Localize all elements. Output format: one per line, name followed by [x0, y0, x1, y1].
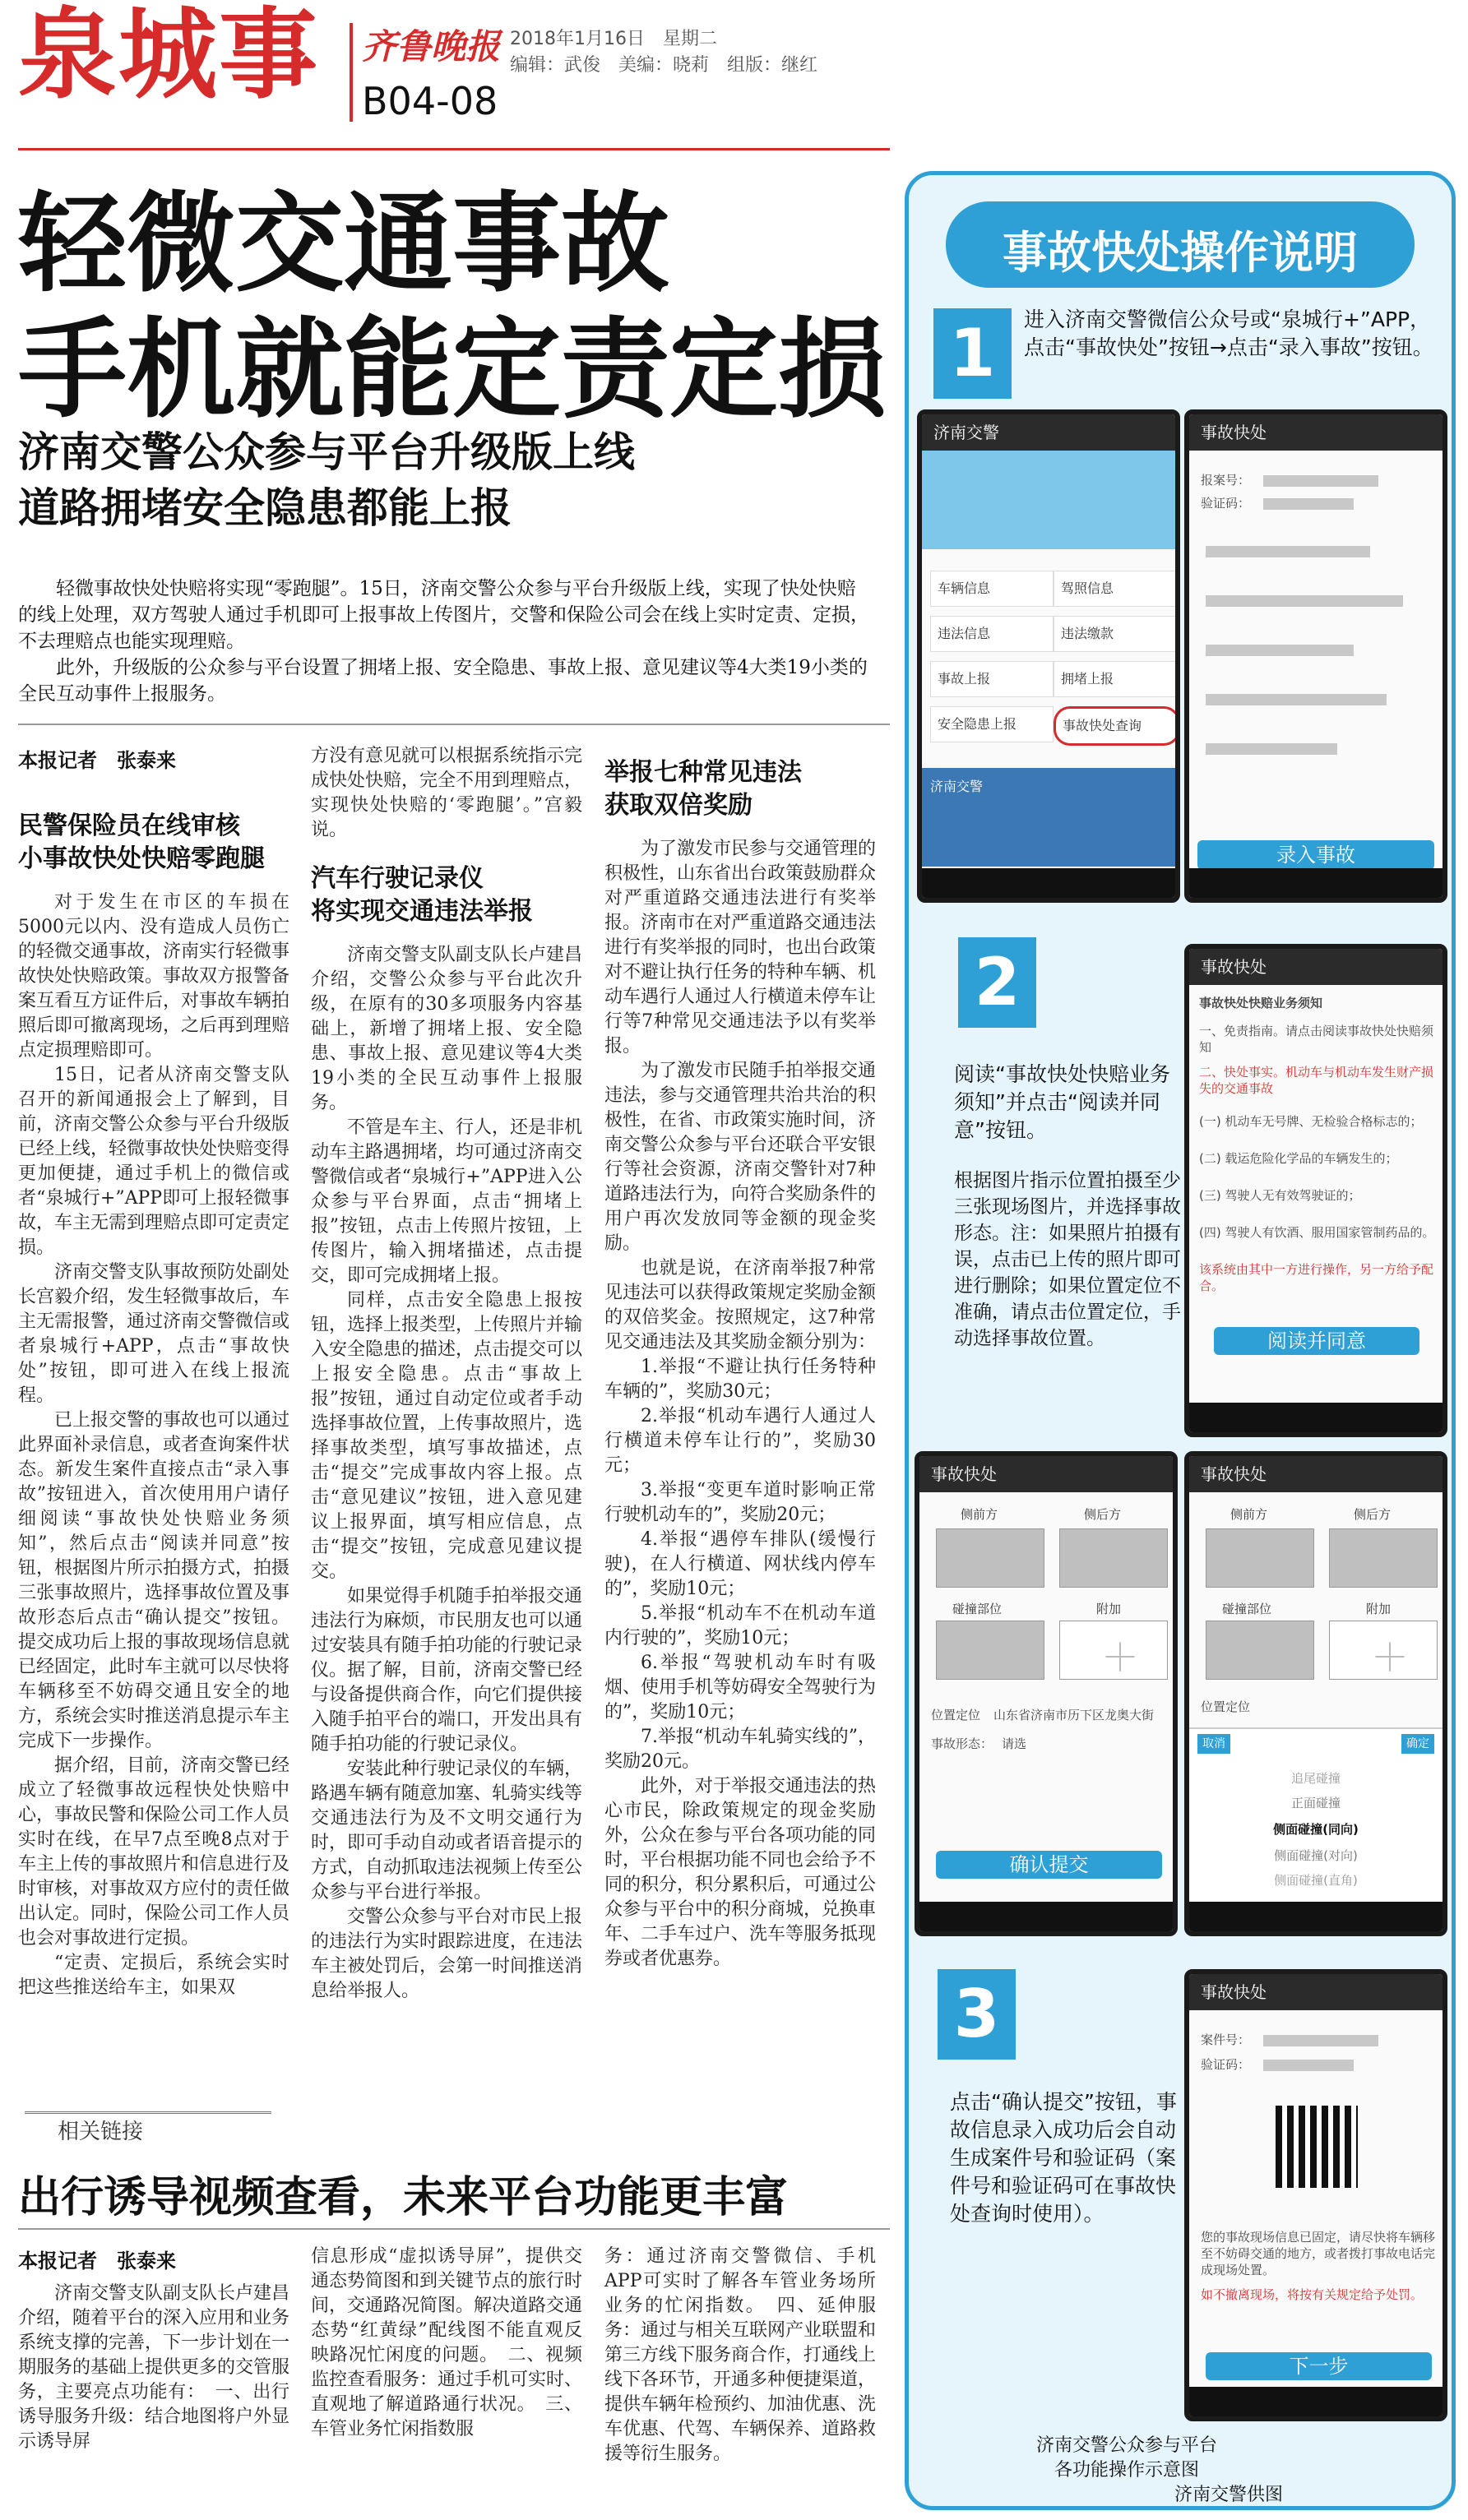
photo-slot[interactable] — [1329, 1528, 1438, 1588]
column-body — [311, 943, 582, 2004]
body-paragraph: 安装此种行驶记录仪的车辆，路遇车辆有随意加塞、轧骑实线等交通违法行为及不文明交通行为时，即可手动自动或者语音提示的方式，自动抓取违法视频上传至公众参与平台进行举报。 — [311, 1759, 583, 1903]
column-heading: 汽车行驶记录仪 — [311, 864, 484, 893]
column-heading: 民警保险员在线审核 — [18, 811, 240, 840]
date-line: 2018年1月16日 星期二 — [510, 29, 717, 49]
picker-confirm-button[interactable]: 确定 — [1401, 1734, 1434, 1754]
section-brand: 泉城事 — [18, 0, 319, 113]
step-number-2: 2 — [958, 937, 1036, 1028]
blurred-value — [1263, 498, 1354, 510]
blurred-value — [1206, 743, 1337, 755]
form-value[interactable]: 请选 — [1002, 1736, 1027, 1751]
read-and-agree-button[interactable]: 阅读并同意 — [1214, 1327, 1419, 1355]
column-heading: 获取双倍奖励 — [604, 791, 753, 820]
masthead-rule — [18, 148, 890, 150]
body-paragraph: 6.举报“驾驶机动车时有吸烟、使用手机等妨碍安全驾驶行为的”，奖励10元； — [604, 1653, 877, 1722]
article-column-1 — [18, 810, 289, 2000]
menu-item[interactable]: 安全隐患上报 — [930, 706, 1054, 742]
photo-label: 碰撞部位 — [952, 1602, 1003, 1616]
step-2-note: 根据图片指示位置拍摄至少三张现场图片，并选择事故形态。注：如果照片拍摄有误，点击已上传的照片即可进行删除；如果位置定位不准确，请点击位置定位，手动选择事故位置。 — [954, 1170, 1181, 1349]
notice-line: (三) 驾驶人无有效驾驶证的； — [1199, 1188, 1361, 1203]
notice-line: (四) 驾驶人有饮酒、服用国家管制药品的。 — [1199, 1225, 1435, 1240]
blurred-value — [1263, 2060, 1354, 2071]
headline-line-2: 手机就能定责定损 — [18, 307, 887, 433]
notice-heading: 事故快处快赔业务须知 — [1199, 996, 1323, 1010]
phone-title: 济南交警 — [922, 414, 1175, 451]
caption-credit: 济南交警供图 — [1174, 2485, 1283, 2505]
plus-icon: ＋ — [1371, 1635, 1409, 1680]
photo-label: 侧前方 — [1230, 1507, 1268, 1522]
lead-rule — [18, 724, 890, 725]
related-label: 相关链接 — [58, 2120, 144, 2144]
byline: 本报记者 张泰来 — [18, 749, 176, 772]
step-3-text: 点击“确认提交”按钮，事故信息录入成功后会自动生成案件号和验证码（案件号和验证码可在事故快处查询时使用）。 — [950, 2090, 1177, 2226]
qr-code-image — [1276, 2106, 1358, 2188]
body-paragraph: 1.举报“不避让执行任务特种车辆的”，奖励30元； — [604, 1357, 876, 1402]
menu-item[interactable]: 驾照信息 — [1054, 571, 1177, 607]
menu-item-quick-query[interactable]: 事故快处查询 — [1054, 706, 1180, 746]
body-paragraph: 15日，记者从济南交警支队召开的新闻通报会上了解到，目前，济南交警公众参与平台升级版已经上线，轻微事故快处快赔变得更加便捷，通过手机上的微信或者“泉城行+”APP即可上报轻微事故，车主无需到理赔点即可定责定损。 — [18, 1065, 290, 1258]
menu-item[interactable]: 车辆信息 — [930, 571, 1054, 607]
subheadline-1: 济南交警公众参与平台升级版上线 — [18, 428, 635, 476]
lead-para: 轻微事故快处快赔将实现“零跑腿”。15日，济南交警公众参与平台升级版上线，实现了快处快赔的线上处理，双方驾驶人通过手机即可上报事故上传图片，交警和保险公司会在线上实时定责、定损，不去理赔点也能实现理赔。 — [18, 578, 869, 652]
photo-label: 侧后方 — [1354, 1507, 1392, 1522]
picker-cancel-button[interactable]: 取消 — [1197, 1734, 1230, 1754]
column-heading: 小事故快处快赔零跑腿 — [18, 844, 265, 873]
related-column-3: 务：通过济南交警微信、手机APP可实时了解各车管业务场所业务的忙闲指数。 四、延伸服务：通过与相关互联网产业联盟和第三方线下服务商合作，打通线上线下各环节，开通多种便捷渠道，提供车辆年检预约、加油优惠、洗车优惠、代驾、车辆保养、道路救援等衍生服务。 — [604, 2246, 877, 2464]
blurred-value — [1263, 2035, 1378, 2046]
phone-nav-bar — [1189, 2387, 1443, 2416]
body-paragraph: 2.举报“机动车遇行人通过人行横道未停车让行的”，奖励30元； — [604, 1406, 876, 1476]
body-paragraph: 5.举报“机动车不在机动车道内行驶的”，奖励10元； — [604, 1603, 876, 1648]
phone-title: 事故快处 — [919, 1456, 1173, 1492]
body-paragraph: “定责、定损后，系统会实时把这些推送给车主，如果双 — [18, 1953, 289, 1998]
phone-title: 事故快处 — [1189, 949, 1443, 985]
column-heading: 将实现交通违法举报 — [311, 897, 533, 926]
body-paragraph: 3.举报“变更车道时影响正常行驶机动车的”，奖励20元； — [604, 1480, 876, 1525]
result-warning: 如不撤离现场，将按有关规定给予处罚。 — [1201, 2287, 1424, 2302]
body-paragraph: 不管是车主、行人，还是非机动车主路遇拥堵，均可通过济南交警微信或者“泉城行+”APP进入公众参与平台界面，点击“拥堵上报”按钮，点击上传照片按钮，上传图片，输入拥堵描述，点击提交，即可完成拥堵上报。 — [311, 1117, 583, 1286]
add-photo-slot[interactable] — [1059, 1621, 1168, 1680]
photo-label: 附加 — [1096, 1602, 1122, 1616]
column-body — [311, 744, 582, 843]
case-label: 报案号： — [1201, 473, 1251, 488]
body-paragraph: 对于发生在市区的车损在5000元以内、没有造成人员伤亡的轻微交通事故，济南实行轻微事故快处快赔政策。事故双方报警备案互看互方证件后，对事故车辆拍照后即可撤离现场，之后再到理赔点定损理赔即可。 — [18, 892, 290, 1061]
code-label: 验证码： — [1201, 496, 1251, 511]
menu-item[interactable]: 拥堵上报 — [1054, 661, 1177, 697]
body-paragraph: 此外，对于举报交通违法的热心市民，除政策规定的现金奖励外，公众在参与平台各项功能的同时，平台根据功能不同也会给予不同的积分，积分累积后，可通过公众参与平台中的积分商城，兑换車年、二手车过户、洗车等服务抵现券或者优惠券。 — [604, 1776, 877, 1969]
location-label: 位置定位 — [931, 1708, 981, 1722]
phone-nav-bar — [1189, 1902, 1443, 1931]
photo-slot[interactable] — [936, 1621, 1044, 1680]
body-paragraph: 如果觉得手机随手拍举报交通违法行为麻烦，市民朋友也可以通过安装具有随手拍功能的行驶记录仪。据了解，目前，济南交警已经与设备提供商合作，向它们提供接入随手拍平台的端口，开发出具有随手拍功能的行驶记录仪。 — [311, 1586, 583, 1755]
panel-title: 事故快处操作说明 — [1003, 227, 1358, 279]
phone-screenshot-photos — [915, 1451, 1178, 1936]
step-1-text: 进入济南交警微信公众号或“泉城行+”APP，点击“事故快处”按钮→点击“录入事故”按钮。 — [1024, 307, 1433, 359]
photo-slot[interactable] — [1206, 1528, 1314, 1588]
body-paragraph: 7.举报“机动车轧骑实线的”，奖励20元。 — [604, 1727, 876, 1772]
body-paragraph: 已上报交警的事故也可以通过此界面补录信息，或者查询案件状态。新发生案件直接点击“录入事故”按钮进入，首次使用用户请仔细阅读“事故快处快赔业务须知”，然后点击“阅读并同意”按钮，根据图片所示拍摄方式，拍摄三张事故照片，选择事故位置及事故形态后点击“确认提交”按钮。提交成功后上报的事故现场信息就已经固定，此时车主就可以尽快将车辆移至不妨碍交通且安全的地方，系统会实时推送消息提示车主完成下一步操作。 — [18, 1410, 290, 1751]
form-label: 事故形态： — [931, 1736, 993, 1751]
phone-screenshot-form-picker — [1184, 1451, 1447, 1936]
body-paragraph: 为了激发市民参与交通管理的积极性，山东省出台政策鼓励群众对严重道路交通违法进行有奖举报。济南市在对严重道路交通违法进行有奖举报的同时，也出台政策对不避让执行任务的特种车辆、机动车遇行人通过人行横道未停车让行等7种常见交通违法予以有奖举报。 — [604, 839, 877, 1057]
menu-item[interactable]: 违法信息 — [930, 616, 1054, 652]
blurred-value — [1206, 694, 1387, 705]
subheadline-2: 道路拥堵安全隐患都能上报 — [18, 484, 512, 532]
phone-screenshot-result — [1184, 1969, 1447, 2421]
case-label: 案件号： — [1201, 2032, 1251, 2047]
column-body — [604, 837, 876, 1972]
location-label: 位置定位 — [1201, 1699, 1251, 1714]
related-rule — [18, 2228, 890, 2230]
next-step-button[interactable]: 下一步 — [1206, 2352, 1432, 2380]
lead-paragraph — [18, 576, 873, 707]
body-paragraph: 济南交警支队事故预防处副处长宫毅介绍，发生轻微事故后，车主无需报警，通过济南交警微信或者泉城行+APP，点击“事故快处”按钮，即可进入在线上报流程。 — [18, 1262, 290, 1406]
plus-icon: ＋ — [1101, 1635, 1139, 1680]
column-heading: 举报七种常见违法 — [604, 758, 802, 787]
body-paragraph: 也就是说，在济南举报7种常见违法可以获得政策规定奖励金额的双倍奖金。按照规定，这7种常见交通违法及其奖励金额分别为： — [604, 1258, 877, 1352]
credits-line: 编辑：武俊 美编：晓莉 组版：继红 — [510, 55, 818, 76]
step-number-1: 1 — [933, 308, 1012, 399]
photo-label: 碰撞部位 — [1222, 1602, 1272, 1616]
add-photo-slot[interactable] — [1329, 1621, 1438, 1680]
location-value[interactable]: 山东省济南市历下区龙奥大街 — [993, 1708, 1155, 1722]
picker-option[interactable]: 追尾碰撞 — [1290, 1771, 1341, 1786]
article-column-3 — [604, 756, 876, 1972]
body-paragraph: 济南交警支队副支队长卢建昌介绍，交警公众参与平台此次升级，在原有的30多项服务内容基础上，新增了拥堵上报、安全隐患、事故上报、意见建议等4大类19小类的全民互动事件上报服务。 — [311, 945, 583, 1113]
masthead-divider — [350, 23, 353, 122]
picker-option-selected[interactable]: 侧面碰撞(同向) — [1273, 1822, 1359, 1837]
blurred-value — [1206, 595, 1403, 607]
related-column-2: 信息形成“虚拟诱导屏”，提供交通态势简图和到关键节点的旅行时间，交通路况简图。解决道路交通态势“红黄绿”配线图不能直观反映路况忙闲度的问题。 二、视频监控查看服务：通过手机可实时、直观地了解道路通行状况。 三、车管业务忙闲指数服 — [311, 2246, 583, 2439]
banner-image — [922, 451, 1175, 549]
blurred-value — [1263, 475, 1378, 487]
phone-title: 事故快处 — [1189, 1456, 1443, 1492]
photo-slot[interactable] — [1059, 1528, 1168, 1588]
caption-line: 各功能操作示意图 — [1054, 2460, 1199, 2481]
body-paragraph: 交警公众参与平台对市民上报的违法行为实时跟踪进度，在违法车主被处罚后，会第一时间推送消息给举报人。 — [311, 1907, 583, 2001]
phone-footer: 济南交警 — [922, 768, 1175, 867]
photo-label: 附加 — [1366, 1602, 1392, 1616]
related-column-1: 济南交警支队副支队长卢建昌介绍，随着平台的深入应用和业务系统支撑的完善，下一步计划在一期服务的基础上提供更多的交管服务，主要亮点功能有： 一、出行诱导服务升级：结合地图将户外显示诱导屏 — [18, 2283, 290, 2452]
result-notice: 您的事故现场信息已固定，请尽快将车辆移至不妨碍交通的地方，或者拨打事故电话完成现场处置。 — [1201, 2230, 1436, 2277]
caption-line: 济南交警公众参与平台 — [1035, 2435, 1217, 2456]
confirm-submit-button[interactable]: 确认提交 — [936, 1851, 1162, 1879]
notice-line: 一、免责指南。请点击阅读事故快处快赔须知 — [1199, 1024, 1434, 1055]
related-byline: 本报记者 张泰来 — [18, 2250, 176, 2273]
panel-caption — [970, 2434, 1283, 2508]
blurred-value — [1206, 645, 1354, 656]
phone-title: 事故快处 — [1189, 1974, 1443, 2010]
page-code: B04-08 — [362, 79, 498, 123]
phone-title: 事故快处 — [1189, 414, 1443, 451]
column-body — [18, 890, 289, 2000]
menu-item[interactable]: 事故上报 — [930, 661, 1054, 697]
body-paragraph: 据介绍，目前，济南交警已经成立了轻微事故远程快处快赔中心，事故民警和保险公司工作人员实时在线，在早7点至晚8点对于车主上传的事故照片和信息进行及时审核，对事故双方应付的责任做出认定。同时，保险公司工作人员也会对事故进行定损。 — [18, 1755, 290, 1949]
step-2-text: 阅读“事故快处快赔业务须知”并点击“阅读并同意”按钮。 — [954, 1062, 1170, 1142]
picker-option[interactable]: 正面碰撞 — [1290, 1796, 1341, 1810]
menu-item[interactable]: 违法缴款 — [1054, 616, 1177, 652]
picker-option[interactable]: 侧面碰撞(直角) — [1274, 1873, 1358, 1888]
body-paragraph: 为了激发市民随手拍举报交通违法，参与交通管理共治共治的积极性，在省、市政策实施时间，济南交警公众参与平台还联合平安银行等社会资源，济南交警针对7种道路违法行为，向符合奖励条件的用户再次发放同等金额的现金奖励。 — [604, 1061, 877, 1254]
notice-line: 二、快处事实。机动车与机动车发生财产损失的交通事故 — [1199, 1065, 1434, 1096]
step-number-3: 3 — [938, 1969, 1016, 2060]
body-paragraph: 方没有意见就可以根据系统指示完成快处快赔，完全不用到理赔点，实现快处快赔的‘零跑腿’。”宫毅说。 — [311, 746, 583, 840]
photo-label: 侧后方 — [1084, 1507, 1122, 1522]
phone-nav-bar — [1189, 868, 1443, 898]
phone-screenshot-notice — [1184, 944, 1447, 1437]
notice-line: 该系统由其中一方进行操作，另一方给予配合。 — [1199, 1262, 1434, 1293]
picker-option[interactable]: 侧面碰撞(对向) — [1274, 1848, 1358, 1863]
record-accident-button[interactable]: 录入事故 — [1197, 840, 1434, 870]
photo-label: 侧前方 — [961, 1507, 998, 1522]
related-title: 出行诱导视频查看，未来平台功能更丰富 — [18, 2173, 789, 2222]
notice-line: (二) 载运危险化学品的车辆发生的； — [1199, 1151, 1398, 1166]
phone-nav-bar — [1189, 1403, 1443, 1432]
picker-sheet — [1189, 1727, 1443, 1918]
notice-line: (一) 机动车无号牌、无检验合格标志的； — [1199, 1114, 1423, 1129]
photo-slot[interactable] — [936, 1528, 1044, 1588]
phone-nav-bar — [922, 868, 1175, 898]
phone-screenshot-record — [1184, 409, 1447, 903]
article-column-2 — [311, 744, 582, 2004]
phone-screenshot-home — [917, 409, 1180, 903]
body-paragraph: 4.举报“遇停车排队(缓慢行驶)，在人行横道、网状线内停车的”，奖励10元； — [604, 1529, 876, 1599]
blurred-value — [1206, 546, 1370, 557]
photo-slot[interactable] — [1206, 1621, 1314, 1680]
paper-name: 齐鲁晚报 — [362, 26, 501, 67]
lead-para: 此外，升级版的公众参与平台设置了拥堵上报、安全隐患、事故上报、意见建议等4大类19小类的全民互动事件上报服务。 — [18, 657, 868, 705]
headline-line-1: 轻微交通事故 — [18, 181, 669, 307]
body-paragraph: 同样，点击安全隐患上报按钮，选择上报类型，上传照片并输入安全隐患的描述，点击提交可以上报安全隐患。点击“事故上报”按钮，通过自动定位或者手动选择事故位置，上传事故照片，选择事故类型，填写事故描述，点击“提交”完成事故内容上报。点击“意见建议”按钮，进入意见建议上报界面，填写相应信息，点击“提交”按钮，完成意见建议提交。 — [311, 1290, 583, 1582]
code-label: 验证码： — [1201, 2057, 1251, 2072]
phone-nav-bar — [919, 1902, 1173, 1931]
